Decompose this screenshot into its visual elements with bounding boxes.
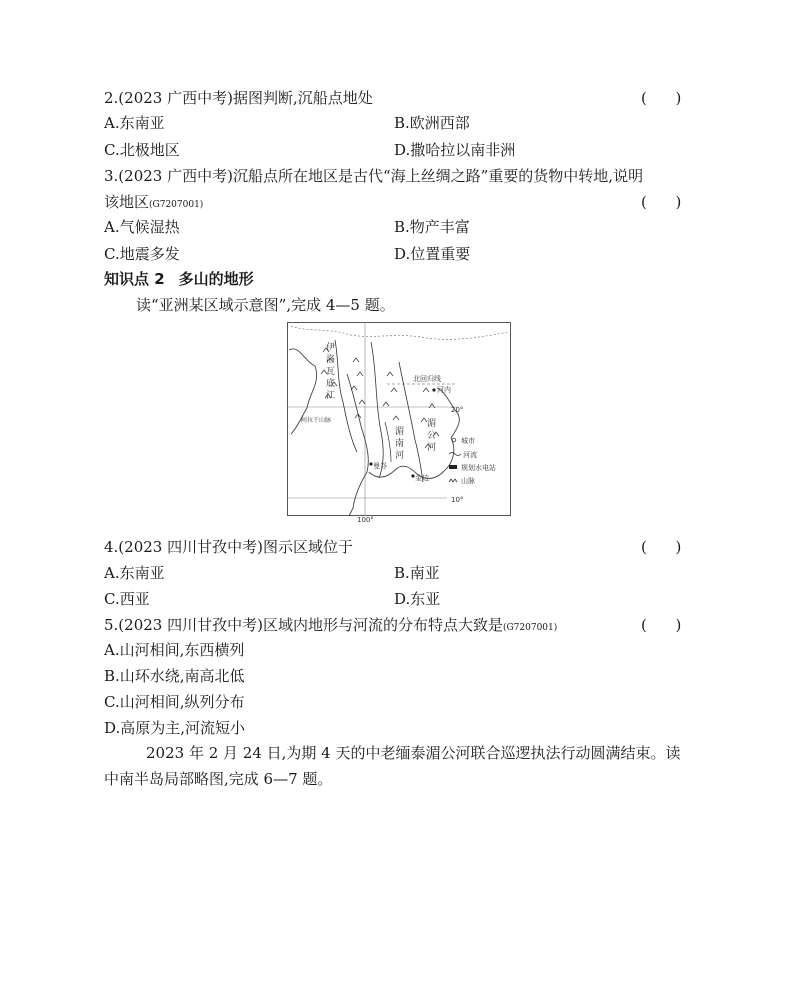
q5-stem: 5.(2023 四川甘孜中考)区域内地形与河流的分布特点大致是	[104, 616, 503, 634]
city-marker-phnom-penh	[411, 474, 414, 477]
q2-answer-paren: ( )	[641, 89, 682, 107]
q3-option-c: C.地震多发	[104, 245, 180, 263]
section-label: 知识点 2	[104, 270, 165, 288]
legend-river: 河流	[463, 451, 477, 459]
q3-stem-line1: 3.(2023 广西中考)沉船点所在地区是古代“海上丝绸之路”重要的货物中转地,说明	[104, 167, 644, 185]
map-label-arakan: 阿拉干山脉	[301, 417, 332, 424]
q4-option-a: A.东南亚	[104, 564, 165, 582]
q5-option-d: D.高原为主,河流短小	[104, 719, 246, 737]
city-marker-hanoi	[432, 388, 435, 391]
map-label-he1: 河	[395, 451, 405, 461]
legend-dam: 规划水电站	[461, 464, 496, 472]
q2-stem: 2.(2023 广西中考)据图判断,沉船点地处	[104, 89, 373, 107]
q3-stem-text: 该地区	[104, 193, 150, 211]
map-label-jiang: 江	[326, 391, 336, 401]
q2-option-a: A.东南亚	[104, 114, 165, 132]
q2-option-b: B.欧洲西部	[394, 114, 470, 132]
section-title: 多山的地形	[178, 270, 254, 288]
q2-option-c: C.北极地区	[104, 141, 180, 159]
map-label-nan: 南	[395, 439, 405, 449]
legend-mountain: 山脉	[461, 477, 475, 485]
q5-code: (G7207001)	[502, 623, 558, 633]
q5-stem-line	[104, 616, 557, 637]
map-label-bangkok: 曼谷	[373, 462, 387, 470]
q3-option-b: B.物产丰富	[394, 218, 470, 236]
intro-6-7-line2: 中南半岛局部略图,完成 6—7 题。	[104, 770, 333, 788]
tropic-label: 北回归线	[413, 375, 441, 383]
q4-stem: 4.(2023 四川甘孜中考)图示区域位于	[104, 538, 353, 556]
map-label-gong: 公	[427, 431, 437, 441]
q5-option-a: A.山河相间,东西横列	[104, 641, 245, 659]
map-label-di: 底	[326, 379, 336, 389]
map-label-phnom-penh: 金边	[415, 474, 429, 482]
intro-6-7	[104, 740, 694, 792]
q3-answer-paren: ( )	[641, 193, 682, 211]
q3-option-a: A.气候湿热	[104, 218, 180, 236]
q4-option-d: D.东亚	[394, 590, 441, 608]
intro-6-7-line1: 2023 年 2 月 24 日,为期 4 天的中老缅泰湄公河联合巡逻执法行动圆满结束。读	[146, 744, 681, 762]
q3-stem-line2	[104, 193, 203, 214]
map-label-mei2: 湄	[427, 419, 437, 429]
section-heading	[104, 270, 254, 288]
map-label-luo: 洛	[326, 355, 336, 365]
legend-dam-symbol	[449, 465, 457, 469]
lat-10-label: 10°	[451, 496, 464, 504]
map-label-he2: 河	[427, 443, 437, 453]
lat-20-label: 20°	[451, 406, 464, 414]
intro-4-5: 读“亚洲某区域示意图”,完成 4—5 题。	[136, 296, 395, 314]
asia-region-map	[287, 322, 511, 522]
q4-option-b: B.南亚	[394, 564, 440, 582]
map-label-yi: 伊	[326, 343, 336, 353]
q5-answer-paren: ( )	[641, 616, 682, 634]
map-label-wa: 瓦	[326, 367, 336, 377]
map-label-hanoi: 河内	[437, 386, 451, 394]
q3-code: (G7207001)	[149, 200, 204, 210]
map-label-mei1: 湄	[395, 427, 405, 437]
city-marker-bangkok	[369, 462, 372, 465]
q5-option-b: B.山环水绕,南高北低	[104, 667, 245, 685]
legend-city: 城市	[461, 437, 475, 445]
q4-option-c: C.西亚	[104, 590, 150, 608]
q5-option-c: C.山河相间,纵列分布	[104, 693, 245, 711]
q2-option-d: D.撒哈拉以南非洲	[394, 141, 516, 159]
q3-option-d: D.位置重要	[394, 245, 471, 263]
q4-answer-paren: ( )	[641, 538, 682, 556]
lon-100-label: 100°	[357, 516, 374, 522]
